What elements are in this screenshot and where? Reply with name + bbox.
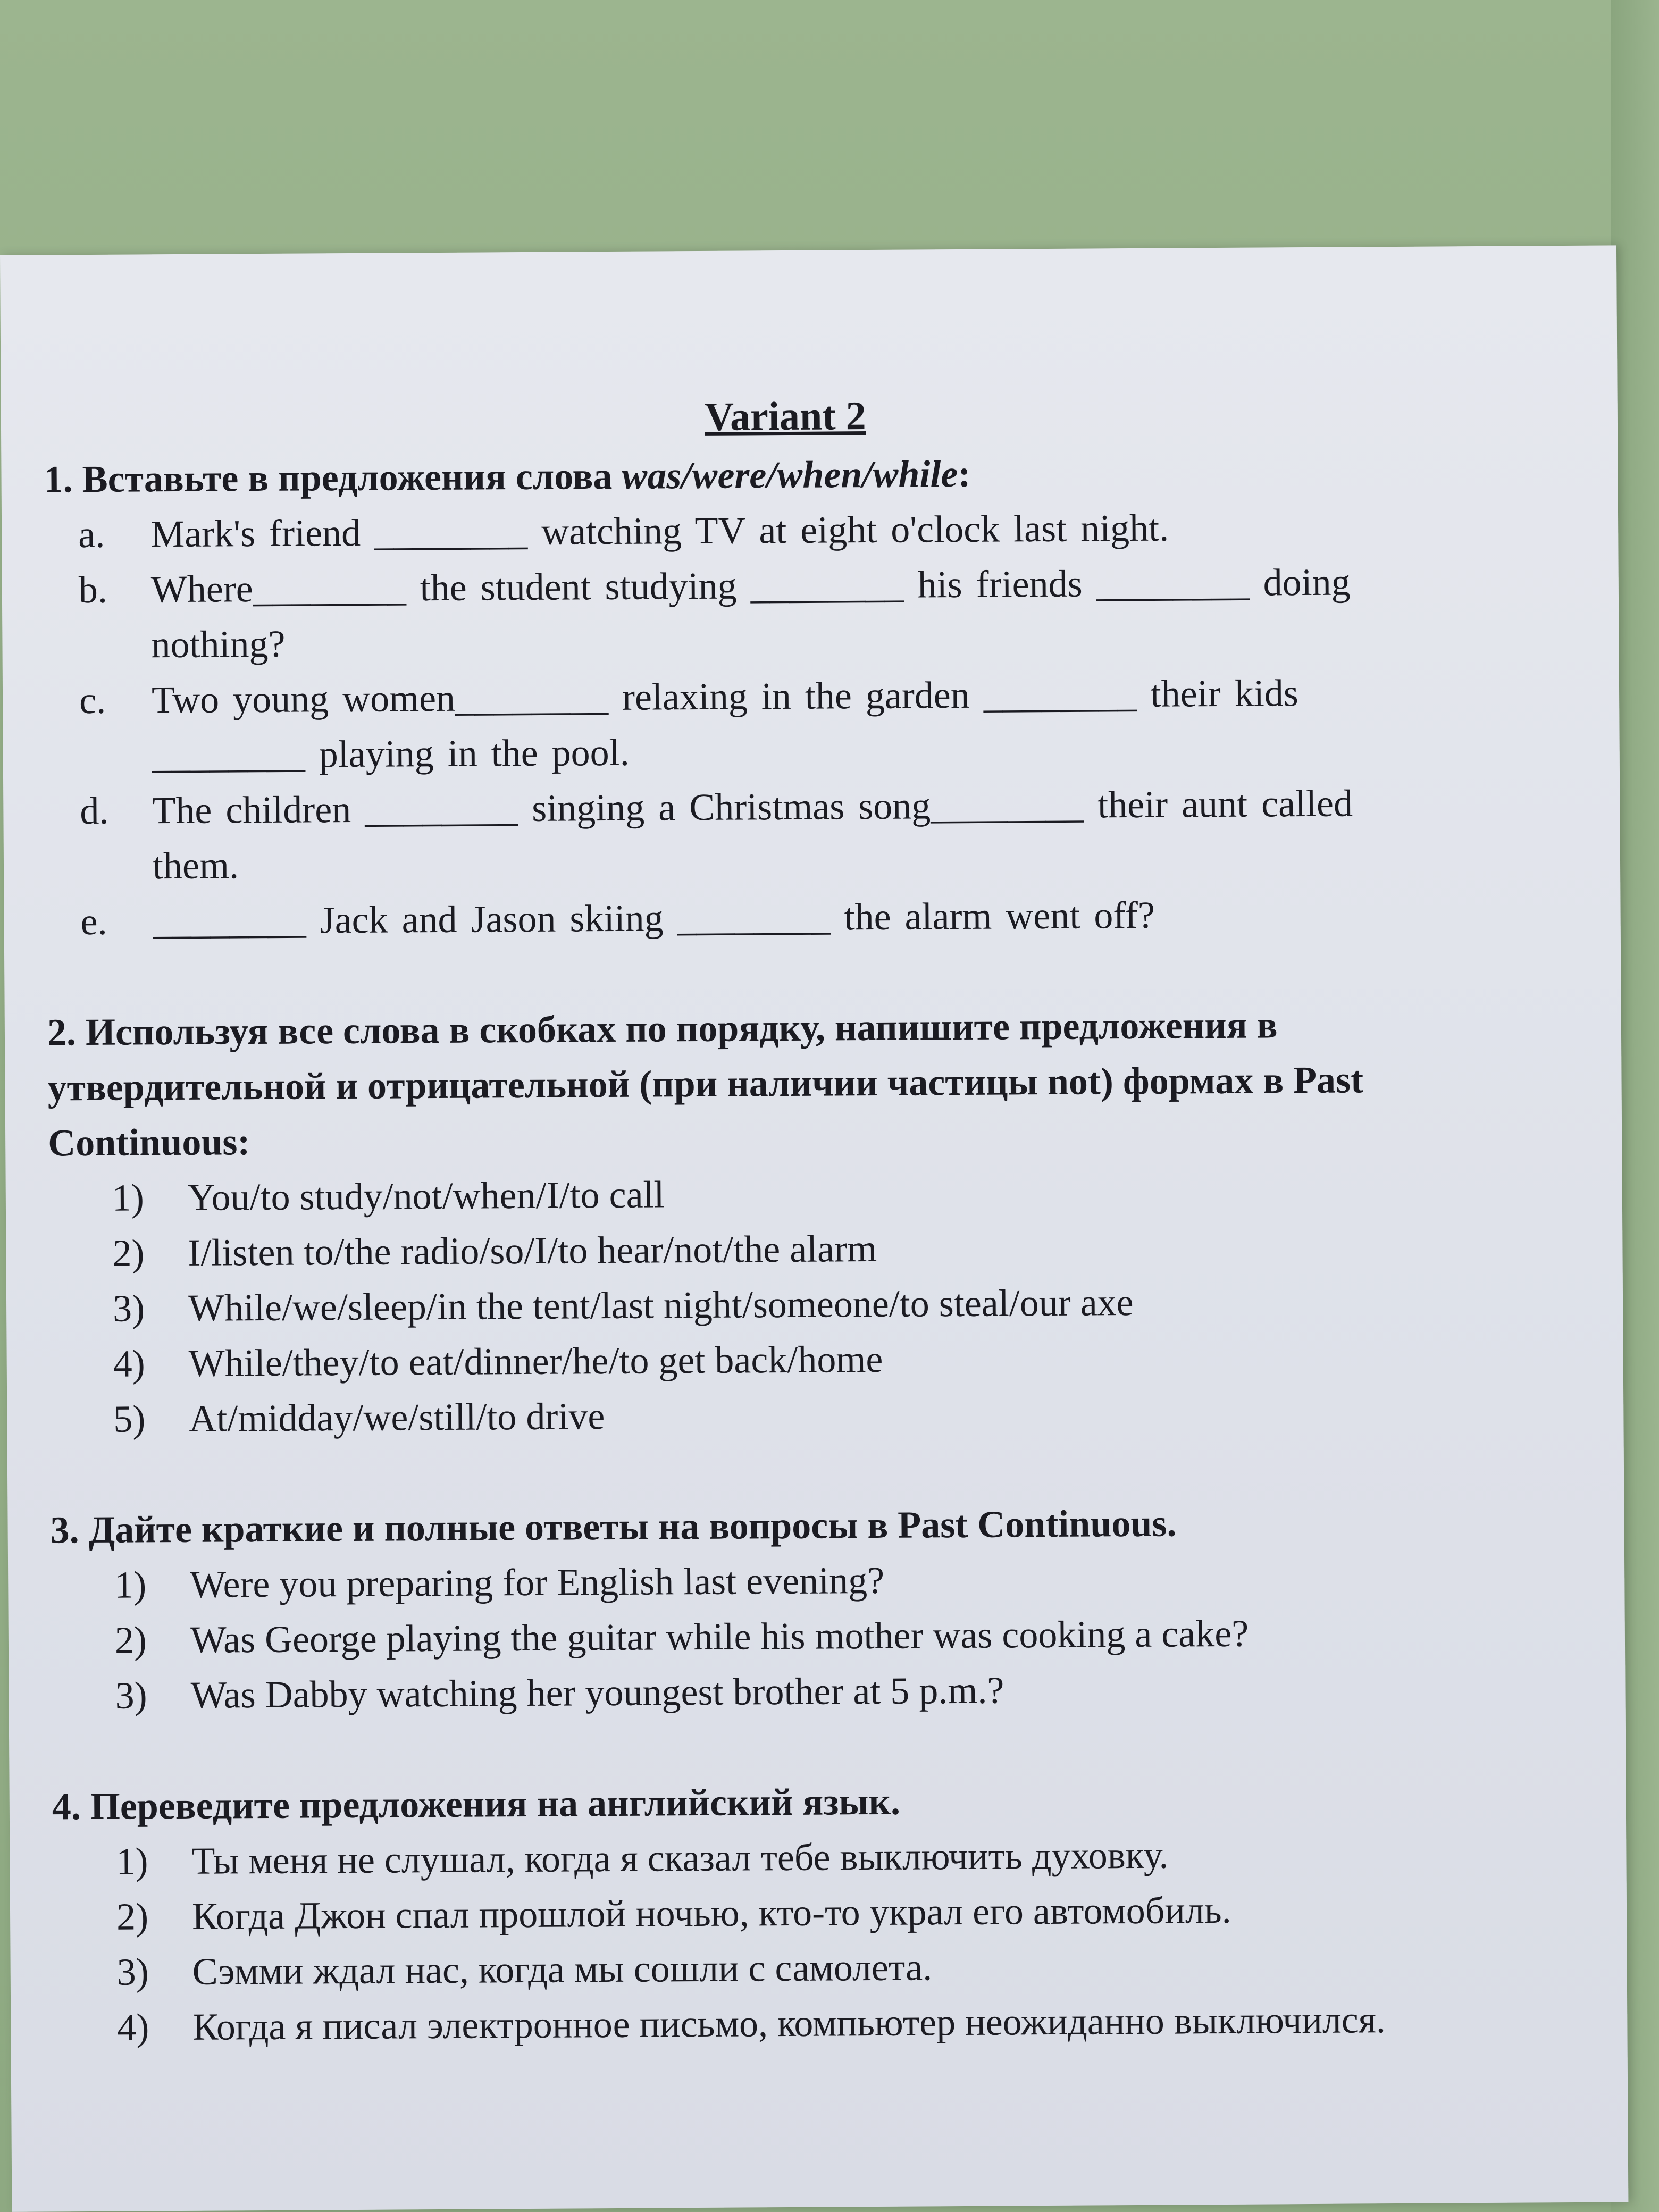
item-marker: 1) [112,1176,145,1219]
item-marker: a. [78,513,105,556]
item-marker: 2) [114,1619,147,1662]
item-text [151,553,1529,672]
task1-list [44,498,1530,949]
item-marker: 5) [113,1397,146,1440]
task4-heading: 4. Переведите предложения на английский язык. [52,1780,901,1828]
item-line: ________ Jack and Jason skiing ________ the alarm went off? [153,893,1155,943]
task4-item [116,1825,1536,1889]
item-line: The children ________ singing a Christmas song________ their aunt called [152,782,1353,832]
item-text: Когда Джон спал прошлой ночью, кто-то украл его автомобиль. [191,1888,1231,1938]
item-text: I/listen to/the radio/so/I/to hear/not/the alarm [188,1227,877,1274]
item-line: Two young women________ relaxing in the garden ________ their kids [151,672,1298,722]
task1-item-e [80,885,1530,949]
task1-item-d [80,774,1530,894]
task2-heading-line-1: 2. Используя все слова в скобках по порядку, напишите предложения в [47,1003,1278,1054]
item-text [152,664,1529,783]
item-text: Когда я писал электронное письмо, компьютер неожиданно выключился. [192,1998,1386,2048]
item-marker: b. [78,568,108,611]
section-spacer [52,1714,1536,1779]
item-text: While/we/sleep/in the tent/last night/someone/to steal/our axe [188,1281,1134,1329]
item-marker: 2) [112,1231,145,1275]
item-text [152,774,1530,893]
task1-heading-words: was/were/when/while [622,453,958,497]
item-line: them. [152,844,239,887]
task1-heading-prefix: 1. Вставьте в предложения слова [44,454,622,501]
task4-list [52,1825,1537,2055]
item-line: Mark's friend ________ watching TV at eight o'clock last night. [150,506,1169,556]
item-line: ________ playing in the pool. [152,731,630,777]
item-text: Ты меня не слушал, когда я сказал тебе выключить духовку. [191,1833,1169,1882]
task2-item [112,1161,1532,1225]
worksheet-paper [0,245,1628,2212]
item-marker: 3) [116,1950,149,1993]
task3-item [115,1659,1535,1723]
task1-heading [44,442,1528,507]
section-spacer [47,940,1531,1004]
item-marker: 1) [116,1840,148,1883]
item-marker: 3) [112,1287,145,1330]
item-line: nothing? [151,622,286,666]
item-marker: c. [79,678,106,722]
section-spacer [50,1438,1534,1502]
item-text: Was Dabby watching her youngest brother at 5 p.m.? [190,1669,1004,1716]
item-marker: 2) [116,1895,149,1938]
task2-item [113,1327,1533,1391]
item-text [153,885,1530,949]
item-text: Сэмми ждал нас, когда мы сошли с самолета. [192,1946,933,1993]
task3-heading: 3. Дайте краткие и полные ответы на вопросы в Past Continuous. [50,1502,1177,1552]
item-line: Where________ the student studying ________ his friends ________ doing [150,560,1351,611]
task1-item-a [78,498,1528,562]
task1-item-c [79,664,1529,783]
item-marker: e. [80,900,107,943]
item-marker: 4) [113,1342,145,1385]
task3-item [114,1548,1535,1612]
item-marker: 4) [117,2006,149,2049]
item-text: Were you preparing for English last evening? [190,1559,885,1606]
task2-item [113,1382,1534,1446]
item-marker: 1) [114,1563,147,1606]
item-text: You/to study/not/when/I/to call [187,1173,665,1219]
item-text: At/midday/we/still/to drive [189,1395,605,1440]
item-text: While/they/to eat/dinner/he/to get back/home [188,1337,883,1385]
task2-heading-line-3: Continuous: [47,1120,250,1164]
item-text: Was George playing the guitar while his mother was cooking a cake? [190,1612,1249,1661]
task2-heading-line-2: утвердительной и отрицательной (при наличии частицы not) формах в Past [47,1058,1364,1109]
task2-item [113,1272,1533,1336]
task4-item [117,1991,1537,2055]
task3-item [115,1604,1535,1668]
worksheet-content [44,384,1537,2055]
task1-heading-suffix: : [958,452,971,496]
task3-list [51,1548,1535,1723]
task4-item [116,1936,1537,1999]
item-marker: 3) [115,1674,147,1717]
variant-title: Variant 2 [704,393,866,439]
task2-list [48,1161,1534,1447]
item-marker: d. [80,789,109,833]
item-text [150,498,1528,562]
task4-item [116,1880,1537,1944]
task2-item [112,1217,1532,1280]
task1-item-b [79,553,1529,673]
